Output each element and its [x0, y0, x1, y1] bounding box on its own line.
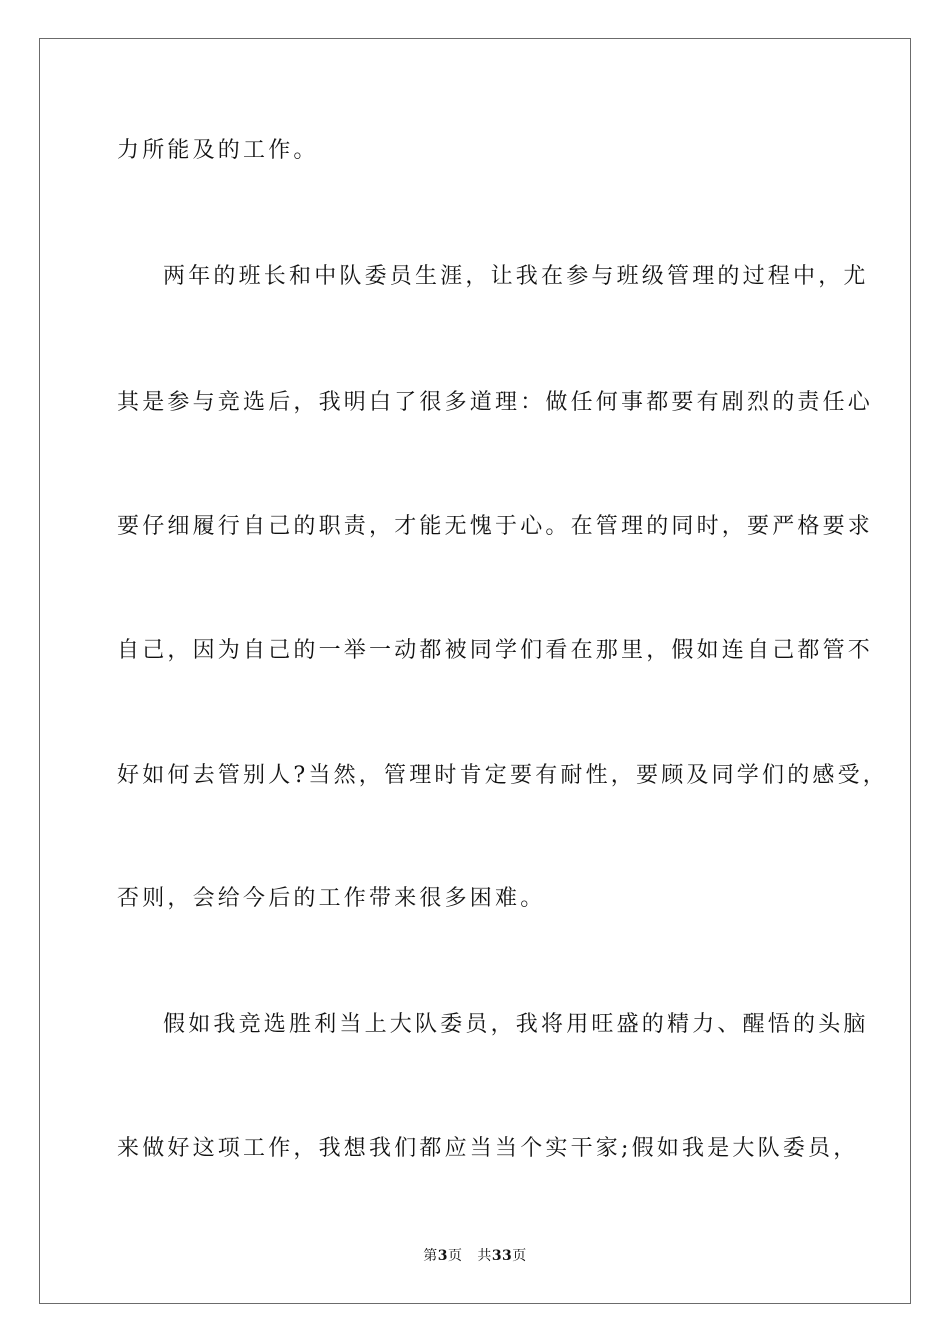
text-line-8: 假如我竞选胜利当上大队委员，我将用旺盛的精力、醒悟的头脑: [163, 1012, 869, 1037]
text-line-5: 自己，因为自己的一举一动都被同学们看在那里，假如连自己都管不: [117, 638, 874, 663]
page-border: [39, 38, 911, 1304]
footer-total-pages: 33: [491, 1248, 513, 1264]
text-line-9: 来做好这项工作，我想我们都应当当个实干家;假如我是大队委员，: [117, 1136, 859, 1161]
footer-total-suffix: 页: [512, 1248, 527, 1264]
text-line-6: 好如何去管别人?当然，管理时肯定要有耐性，要顾及同学们的感受，: [117, 763, 888, 788]
text-line-4: 要仔细履行自己的职责，才能无愧于心。在管理的同时，要严格要求: [117, 514, 874, 539]
text-line-7: 否则，会给今后的工作带来很多困难。: [117, 886, 546, 911]
text-line-1: 力所能及的工作。: [117, 138, 319, 163]
text-line-2: 两年的班长和中队委员生涯，让我在参与班级管理的过程中，尤: [163, 264, 869, 289]
footer-total-prefix: 共: [477, 1248, 492, 1264]
footer-page-number: 3: [437, 1248, 448, 1264]
footer-page-prefix: 第: [423, 1248, 438, 1264]
text-line-3: 其是参与竞选后，我明白了很多道理：做任何事都要有剧烈的责任心: [117, 390, 874, 415]
footer-page-suffix: 页: [447, 1248, 463, 1264]
page-footer: [0, 1246, 950, 1266]
